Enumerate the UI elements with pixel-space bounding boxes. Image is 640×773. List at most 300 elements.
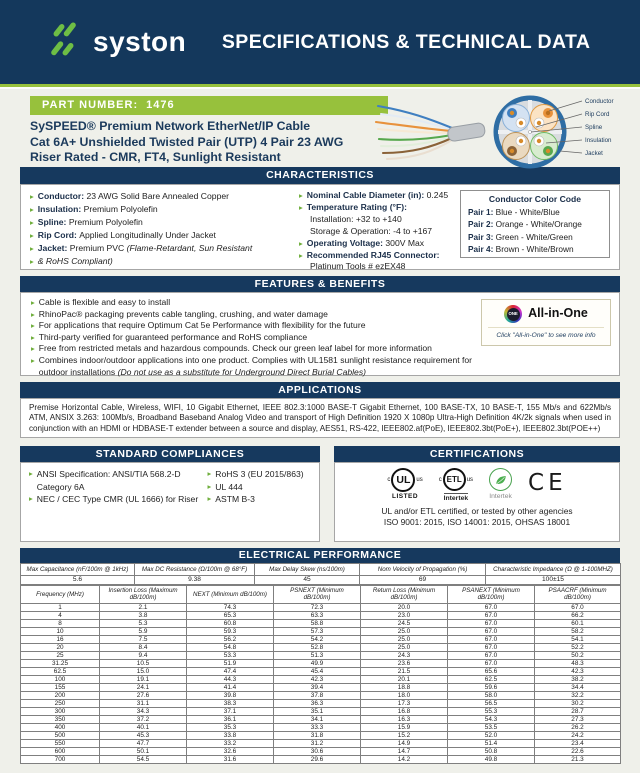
frequency-table-cell: 37.1	[187, 707, 274, 715]
certifications-box	[334, 462, 620, 542]
ul-c-text: c	[387, 477, 391, 483]
characteristic-item	[299, 250, 452, 262]
frequency-table-cell: 47.7	[100, 739, 187, 747]
frequency-table-cell: 50.1	[100, 747, 187, 755]
frequency-table-cell: 7.5	[100, 635, 187, 643]
product-title-line1: SySPEED® Premium Network EtherNet/IP Cable	[30, 119, 311, 133]
frequency-table-cell: 14.9	[361, 739, 448, 747]
frequency-table-cell: 16.8	[361, 707, 448, 715]
ul-us-text: us	[416, 477, 423, 483]
frequency-header-cell: PSNEXT (Minimum dB/100m)	[274, 586, 361, 604]
frequency-table-cell: 52.8	[274, 643, 361, 651]
frequency-table-cell: 49.8	[448, 755, 535, 763]
compliance-item	[208, 481, 312, 494]
frequency-table-cell: 54.5	[100, 755, 187, 763]
frequency-table-cell: 54.2	[274, 635, 361, 643]
feature-item	[31, 309, 501, 321]
product-header-zone	[0, 89, 640, 165]
frequency-table-cell: 54.3	[448, 715, 535, 723]
characteristic-item-text: Nominal Cable Diameter (in): 0.245	[306, 190, 449, 200]
certification-note-line1: UL and/or ETL certified, or tested by other agencies	[381, 506, 573, 516]
characteristic-item-text: Temperature Rating (°F):	[306, 201, 407, 212]
diagram-label-conductor: Conductor	[585, 98, 614, 105]
frequency-table-cell: 62.5	[21, 667, 100, 675]
page-header	[0, 0, 640, 84]
frequency-table-cell: 400	[21, 723, 100, 731]
compliance-item	[208, 468, 312, 481]
frequency-table-cell: 31.6	[187, 755, 274, 763]
bullet-arrow-icon: ▸	[299, 238, 303, 248]
ul-circle-text: UL	[391, 468, 415, 492]
frequency-table-cell: 39.4	[274, 683, 361, 691]
frequency-table-cell: 35.1	[274, 707, 361, 715]
frequency-table-cell: 10	[21, 627, 100, 635]
bullet-arrow-icon: ▸	[31, 332, 35, 342]
compliance-item	[29, 493, 202, 506]
product-title-line3: Riser Rated - CMR, FT4, Sunlight Resistant	[30, 150, 281, 164]
characteristic-item	[30, 216, 291, 229]
frequency-table-cell: 21.5	[361, 667, 448, 675]
frequency-table-row	[21, 635, 621, 643]
compliances-box	[20, 462, 320, 542]
frequency-table-cell: 23.0	[361, 611, 448, 619]
summary-value-cell: 5.6	[21, 576, 135, 585]
bullet-arrow-icon: ▸	[31, 344, 35, 354]
frequency-table-cell: 34.1	[274, 715, 361, 723]
frequency-table-cell: 67.0	[535, 603, 621, 611]
frequency-header-cell: PSANEXT (Minimum dB/100m)	[448, 586, 535, 604]
feature-item	[31, 355, 501, 378]
frequency-table-cell: 29.6	[274, 755, 361, 763]
frequency-table-cell: 48.3	[535, 659, 621, 667]
frequency-table-cell: 15.2	[361, 731, 448, 739]
etl-intertek-caption: Intertek	[443, 495, 469, 502]
frequency-header-cell: Return Loss (Minimum dB/100m)	[361, 586, 448, 604]
frequency-table-cell: 36.3	[274, 699, 361, 707]
frequency-table-row	[21, 627, 621, 635]
frequency-header-cell: Frequency (MHz)	[21, 586, 100, 604]
frequency-table-cell: 1	[21, 603, 100, 611]
frequency-table-cell: 53.3	[187, 651, 274, 659]
frequency-table-cell: 35.3	[187, 723, 274, 731]
cetl-us-intertek-logo	[439, 468, 473, 502]
conductor-color-code-title: Conductor Color Code	[488, 194, 582, 204]
frequency-table-cell: 8	[21, 619, 100, 627]
summary-value-cell: 9.38	[135, 576, 255, 585]
frequency-table-cell: 300	[21, 707, 100, 715]
frequency-table-row	[21, 723, 621, 731]
frequency-table-cell: 44.3	[187, 675, 274, 683]
bullet-arrow-icon: ▸	[299, 250, 303, 260]
conductor-color-code-list	[468, 206, 602, 255]
certification-note-line2: ISO 9001: 2015, ISO 14001: 2015, OHSAS 18001	[383, 516, 571, 527]
frequency-table-row	[21, 611, 621, 619]
page-title: SPECIFICATIONS & TECHNICAL DATA	[221, 30, 591, 53]
summary-header-cell: Characteristic Impedance (Ω @ 1-100MHZ)	[486, 564, 621, 576]
frequency-table-cell: 65.3	[187, 611, 274, 619]
frequency-table-row	[21, 699, 621, 707]
frequency-table-row	[21, 691, 621, 699]
frequency-table-cell: 67.0	[448, 659, 535, 667]
frequency-table-cell: 72.3	[274, 603, 361, 611]
bullet-arrow-icon: ▸	[29, 494, 33, 503]
frequency-table-cell: 55.3	[448, 707, 535, 715]
frequency-table-cell: 18.0	[361, 691, 448, 699]
characteristic-item-subline: Platinum Tools # ezEX48	[310, 261, 406, 272]
frequency-table-cell: 25.0	[361, 635, 448, 643]
applications-section-header: APPLICATIONS	[20, 382, 620, 398]
summary-value-cell: 69	[360, 576, 486, 585]
frequency-table-cell: 33.2	[187, 739, 274, 747]
frequency-table-cell: 700	[21, 755, 100, 763]
frequency-table-cell: 67.0	[448, 643, 535, 651]
frequency-header-cell: PSAACRF (Minimum dB/100m)	[535, 586, 621, 604]
frequency-table-cell: 22.6	[535, 747, 621, 755]
characteristic-item-text: Rip Cord: Applied Longitudinally Under Jacket	[37, 230, 216, 240]
diagram-label-jacket: Jacket	[585, 150, 603, 157]
frequency-table-cell: 15.9	[361, 723, 448, 731]
frequency-table-cell: 56.2	[187, 635, 274, 643]
characteristics-section-header: CHARACTERISTICS	[20, 167, 620, 184]
frequency-table-cell: 30.6	[274, 747, 361, 755]
frequency-table-cell: 24.5	[361, 619, 448, 627]
frequency-table-cell: 54.1	[535, 635, 621, 643]
frequency-table-cell: 31.25	[21, 659, 100, 667]
frequency-table-cell: 24.3	[361, 651, 448, 659]
frequency-table-cell: 42.3	[274, 675, 361, 683]
frequency-table-cell: 36.1	[187, 715, 274, 723]
frequency-table-cell: 65.6	[448, 667, 535, 675]
frequency-table-cell: 16.3	[361, 715, 448, 723]
electrical-section-header: ELECTRICAL PERFORMANCE	[20, 548, 620, 563]
frequency-table-cell: 14.2	[361, 755, 448, 763]
brand-name: syston	[93, 26, 187, 57]
frequency-table-row	[21, 619, 621, 627]
frequency-table-cell: 62.5	[448, 675, 535, 683]
compliance-item	[208, 493, 312, 506]
frequency-table-cell: 31.2	[274, 739, 361, 747]
frequency-table-cell: 15.0	[100, 667, 187, 675]
characteristic-item-subline: Storage & Operation: -4 to +167	[310, 225, 433, 236]
frequency-table-cell: 60.1	[535, 619, 621, 627]
frequency-table-row	[21, 731, 621, 739]
frequency-table-cell: 67.0	[448, 651, 535, 659]
syston-logo	[50, 22, 186, 62]
bullet-arrow-icon: ▸	[30, 205, 34, 214]
frequency-table-row	[21, 603, 621, 611]
cable-photo-image	[372, 95, 486, 165]
frequency-header-cell: Insertion Loss (Maximum dB/100m)	[100, 586, 187, 604]
frequency-table-cell: 53.5	[448, 723, 535, 731]
frequency-table-cell: 58.8	[274, 619, 361, 627]
frequency-table-cell: 24.1	[100, 683, 187, 691]
frequency-table-cell: 250	[21, 699, 100, 707]
ce-mark-text: CE	[528, 470, 567, 496]
compliance-item-text: RoHS 3 (EU 2015/863)	[215, 469, 304, 479]
frequency-table-cell: 21.3	[535, 755, 621, 763]
characteristics-left-column	[30, 190, 291, 266]
ul-listed-caption: LISTED	[391, 493, 419, 500]
frequency-table-cell: 52.2	[535, 643, 621, 651]
frequency-table-cell: 54.8	[187, 643, 274, 651]
frequency-table-cell: 20.1	[361, 675, 448, 683]
frequency-table-row	[21, 643, 621, 651]
frequency-table-cell: 31.8	[274, 731, 361, 739]
frequency-table-cell: 37.2	[100, 715, 187, 723]
diagram-label-spline: Spline	[585, 124, 603, 131]
frequency-table-cell: 60.8	[187, 619, 274, 627]
compliance-item-text: ANSI Specification: ANSI/TIA 568.2-D Category 6A	[36, 469, 181, 492]
frequency-table-cell: 27.3	[535, 715, 621, 723]
characteristic-item	[299, 190, 452, 202]
frequency-table-cell: 25.0	[361, 643, 448, 651]
compliances-left-list	[29, 468, 202, 536]
frequency-table-cell: 39.8	[187, 691, 274, 699]
compliances-right-list	[208, 468, 312, 536]
frequency-table-cell: 66.2	[535, 611, 621, 619]
feature-item	[31, 320, 501, 332]
frequency-table-cell: 67.0	[448, 619, 535, 627]
frequency-table-row	[21, 747, 621, 755]
frequency-table-cell: 4	[21, 611, 100, 619]
characteristic-item	[30, 203, 291, 216]
frequency-table-cell: 38.2	[535, 675, 621, 683]
frequency-table-cell: 67.0	[448, 635, 535, 643]
etl-c-text: c	[438, 476, 442, 483]
bullet-arrow-icon: ▸	[299, 191, 303, 200]
bullet-arrow-icon: ▸	[207, 481, 212, 491]
frequency-table-cell: 14.7	[361, 747, 448, 755]
frequency-table-cell: 8.4	[100, 643, 187, 651]
leaf-intertek-logo	[489, 468, 512, 500]
frequency-table-cell: 23.6	[361, 659, 448, 667]
feature-item	[31, 343, 501, 355]
frequency-table-cell: 34.4	[535, 683, 621, 691]
bullet-arrow-icon: ▸	[30, 218, 34, 227]
etl-circle-text: ETL	[443, 468, 466, 491]
all-in-one-caption: Click "All-in-One" to see more info	[488, 327, 604, 342]
syston-logo-icon	[50, 22, 86, 62]
feature-item-text: For applications that require Optimum Cat 5e Performance with flexibility for the future	[38, 320, 366, 331]
frequency-table-cell: 23.4	[535, 739, 621, 747]
ce-mark	[528, 468, 567, 498]
frequency-table-cell: 100	[21, 675, 100, 683]
cul-us-listed-logo	[387, 468, 422, 500]
characteristic-item-text: Jacket: Premium PVC (Flame-Retardant, Sun Resistant	[37, 243, 253, 253]
summary-header-cell: Max DC Resistance (Ω/100m @ 68°F)	[135, 564, 255, 576]
frequency-table-cell: 33.8	[187, 731, 274, 739]
diagram-label-rip-cord: Rip Cord	[585, 111, 610, 118]
feature-item-text: Combines indoor/outdoor applications into one product. Complies with UL1581 sunlight resistance requirement for outdoor installations (Do not use as a substitute for Underground Direct Burial Cables)	[38, 354, 473, 377]
characteristics-middle-column	[299, 190, 452, 272]
diagram-label-insulation: Insulation	[585, 137, 612, 144]
frequency-table-cell: 38.3	[187, 699, 274, 707]
frequency-table-cell: 20.0	[361, 603, 448, 611]
summary-header-cell: Max Delay Skew (ns/100m)	[255, 564, 360, 576]
frequency-table-cell: 67.0	[448, 603, 535, 611]
bullet-arrow-icon: ▸	[31, 298, 35, 307]
frequency-table-cell: 24.2	[535, 731, 621, 739]
electrical-summary-table	[20, 563, 621, 585]
bullet-arrow-icon: ▸	[207, 494, 212, 503]
characteristic-item	[30, 229, 291, 242]
frequency-table-row	[21, 675, 621, 683]
frequency-table-cell: 58.2	[535, 627, 621, 635]
characteristic-item	[299, 202, 452, 214]
frequency-table-cell: 49.9	[274, 659, 361, 667]
frequency-table-cell: 45.3	[100, 731, 187, 739]
part-number-label: PART NUMBER:	[42, 99, 139, 111]
summary-value-cell: 45	[255, 576, 360, 585]
frequency-table-cell: 56.5	[448, 699, 535, 707]
leaf-intertek-caption: Intertek	[489, 493, 512, 500]
frequency-table-cell: 155	[21, 683, 100, 691]
bullet-arrow-icon: ▸	[31, 309, 35, 319]
feature-item-text: Cable is flexible and easy to install	[38, 297, 171, 307]
bullet-arrow-icon: ▸	[30, 257, 34, 266]
frequency-table-cell: 37.8	[274, 691, 361, 699]
characteristic-item	[299, 238, 452, 250]
characteristics-box	[20, 184, 620, 270]
bullet-arrow-icon: ▸	[30, 244, 34, 253]
frequency-table-cell: 58.0	[448, 691, 535, 699]
frequency-table-row	[21, 707, 621, 715]
frequency-table-cell: 51.9	[187, 659, 274, 667]
conductor-pair-row: Pair 1: Blue - White/Blue	[468, 207, 560, 217]
electrical-frequency-table	[20, 585, 621, 764]
frequency-table-cell: 45.4	[274, 667, 361, 675]
frequency-table-row	[21, 683, 621, 691]
characteristic-item-text: Spline: Premium Polyolefin	[37, 217, 143, 227]
characteristic-item-text: Operating Voltage: 300V Max	[306, 237, 425, 248]
frequency-table-cell: 30.2	[535, 699, 621, 707]
summary-header-cell: Max Capacitance (nF/100m @ 1kHz)	[21, 564, 135, 576]
frequency-table-row	[21, 651, 621, 659]
frequency-table-cell: 600	[21, 747, 100, 755]
green-leaf-icon	[489, 468, 512, 491]
conductor-pair-row: Pair 3: Green - White/Green	[468, 231, 573, 242]
features-box	[20, 292, 620, 376]
frequency-table-cell: 350	[21, 715, 100, 723]
summary-header-cell: Nom Velocity of Propagation (%)	[360, 564, 486, 576]
frequency-table-cell: 51.3	[274, 651, 361, 659]
frequency-table-row	[21, 667, 621, 675]
frequency-table-cell: 31.1	[100, 699, 187, 707]
frequency-table-cell: 26.2	[535, 723, 621, 731]
all-in-one-icon	[504, 305, 522, 323]
frequency-table-cell: 9.4	[100, 651, 187, 659]
frequency-table-cell: 3.8	[100, 611, 187, 619]
frequency-table-cell: 42.3	[535, 667, 621, 675]
product-title-line2: Cat 6A+ Unshielded Twisted Pair (UTP) 4 Pair 23 AWG	[30, 134, 344, 149]
characteristic-item	[30, 242, 291, 255]
frequency-table-cell: 20	[21, 643, 100, 651]
frequency-table-cell: 500	[21, 731, 100, 739]
cable-cross-section-diagram	[492, 90, 630, 174]
compliance-item-text: NEC / CEC Type CMR (UL 1666) for Riser	[36, 494, 199, 504]
electrical-tables	[20, 563, 620, 764]
frequency-table-cell: 51.4	[448, 739, 535, 747]
frequency-table-cell: 28.7	[535, 707, 621, 715]
bullet-arrow-icon: ▸	[31, 321, 35, 331]
feature-item	[31, 297, 501, 309]
characteristic-item	[30, 190, 291, 203]
frequency-table-cell: 47.4	[187, 667, 274, 675]
frequency-table-cell: 50.8	[448, 747, 535, 755]
frequency-table-cell: 17.3	[361, 699, 448, 707]
frequency-table-cell: 57.3	[274, 627, 361, 635]
part-number-value: 1476	[146, 99, 175, 111]
frequency-table-cell: 32.2	[535, 691, 621, 699]
frequency-table-cell: 59.6	[448, 683, 535, 691]
frequency-table-cell: 59.3	[187, 627, 274, 635]
applications-box: Premise Horizontal Cable, Wireless, WIFI, 10 Gigabit Ethernet, IEEE 802.3:1000 BASE-T Gigabit Ethernet, 100 BASE-TX, 10 BASE-T, 155 Mb/s and 622Mb/s ATM, ANSIX 3.263: 100Mb/s, Broadband Baseband Analog Video and transport of High Definition 1920 X 1080p Ultra-High Definition 4K/2k signals when used in conjunction with an HDMI or HDBASE-T extender between a source and display, AES51, RS-422, IEEE802.af(PoE), IEEE802.3bt(PoE+), IEEE802.3bt(POE++)	[20, 398, 620, 438]
characteristic-item-text: Conductor: 23 AWG Solid Bare Annealed Copper	[37, 191, 229, 201]
all-in-one-badge[interactable]	[481, 299, 611, 346]
characteristic-item-text: & RoHS Compliant)	[37, 256, 113, 266]
frequency-table-cell: 41.4	[187, 683, 274, 691]
frequency-table-cell: 10.5	[100, 659, 187, 667]
part-number-bar	[30, 96, 388, 115]
frequency-table-cell: 67.0	[448, 611, 535, 619]
frequency-table-cell: 2.1	[100, 603, 187, 611]
conductor-pair-row: Pair 2: Orange - White/Orange	[468, 219, 582, 230]
frequency-table-cell: 19.1	[100, 675, 187, 683]
bullet-arrow-icon: ▸	[30, 231, 34, 240]
frequency-table-cell: 33.3	[274, 723, 361, 731]
frequency-table-row	[21, 659, 621, 667]
bullet-arrow-icon: ▸	[29, 469, 33, 478]
etl-us-text: us	[466, 476, 474, 483]
frequency-table-cell: 32.6	[187, 747, 274, 755]
conductor-color-code-box	[460, 190, 610, 258]
characteristic-item-text: Recommended RJ45 Connector:	[306, 249, 440, 260]
compliances-section-header: STANDARD COMPLIANCES	[20, 446, 320, 462]
frequency-table-cell: 200	[21, 691, 100, 699]
characteristic-item	[30, 255, 291, 268]
feature-item-text: Free from restricted metals and hazardous compounds. Check our green leaf label for more information	[38, 343, 432, 354]
frequency-table-row	[21, 715, 621, 723]
frequency-table-cell: 63.3	[274, 611, 361, 619]
characteristic-item-text: Insulation: Premium Polyolefin	[37, 204, 158, 214]
conductor-pair-row: Pair 4: Brown - White/Brown	[468, 243, 574, 254]
bullet-arrow-icon: ▸	[299, 202, 303, 212]
compliance-item-text: UL 444	[215, 481, 243, 492]
frequency-table-cell: 550	[21, 739, 100, 747]
frequency-table-cell: 40.1	[100, 723, 187, 731]
frequency-table-cell: 34.3	[100, 707, 187, 715]
frequency-table-cell: 52.0	[448, 731, 535, 739]
frequency-table-cell: 5.3	[100, 619, 187, 627]
frequency-table-cell: 25	[21, 651, 100, 659]
frequency-table-cell: 18.8	[361, 683, 448, 691]
bullet-arrow-icon: ▸	[207, 469, 212, 478]
frequency-table-cell: 67.0	[448, 627, 535, 635]
feature-item-text: RhinoPac® packaging prevents cable tangling, crushing, and water damage	[38, 308, 328, 319]
compliance-item	[29, 468, 202, 493]
frequency-table-cell: 25.0	[361, 627, 448, 635]
frequency-header-cell: NEXT (Minimum dB/100m)	[187, 586, 274, 604]
bullet-arrow-icon: ▸	[30, 192, 34, 201]
all-in-one-label: All-in-One	[528, 306, 588, 321]
all-in-one-icon-text: ONE	[507, 308, 520, 321]
frequency-table-cell: 16	[21, 635, 100, 643]
feature-item-text: Third-party verified for guaranteed performance and RoHS compliance	[38, 331, 308, 342]
feature-item	[31, 332, 501, 344]
bullet-arrow-icon: ▸	[31, 355, 35, 365]
frequency-table-row	[21, 739, 621, 747]
certifications-section-header: CERTIFICATIONS	[334, 446, 620, 462]
